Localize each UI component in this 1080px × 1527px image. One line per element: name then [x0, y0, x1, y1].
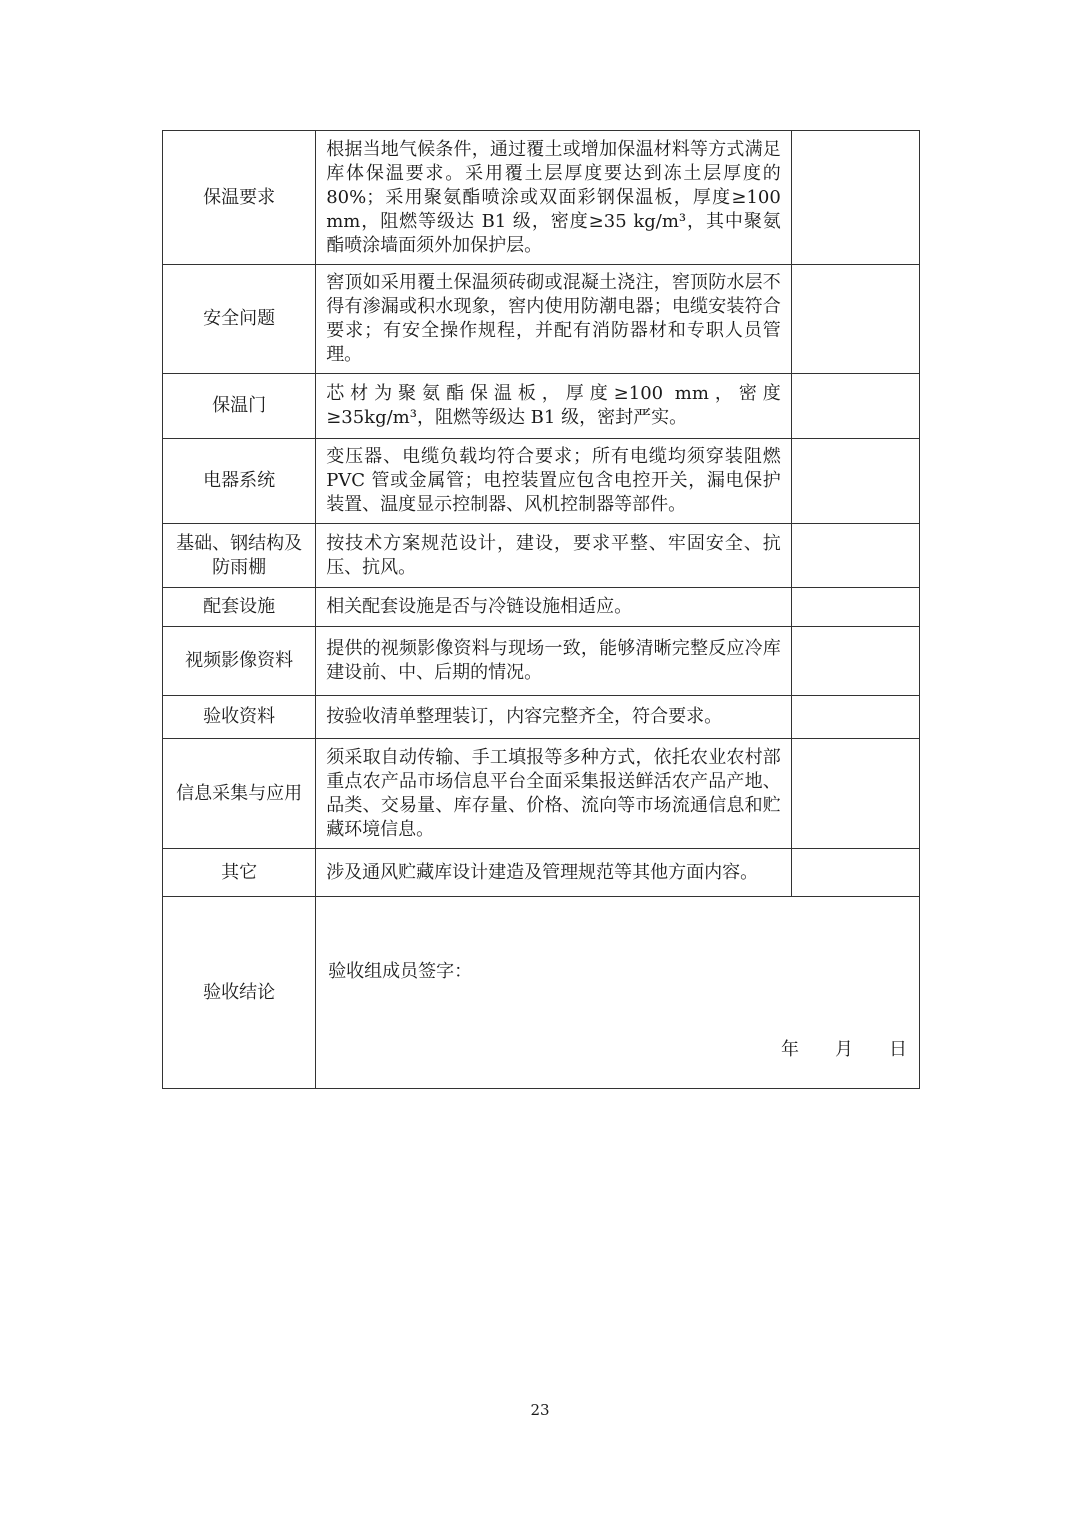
table-row	[163, 849, 920, 897]
row-label: 保温要求	[163, 131, 316, 265]
conclusion-row	[163, 897, 920, 1089]
table-row	[163, 739, 920, 849]
row-label: 电器系统	[163, 439, 316, 524]
row-content: 涉及通风贮藏库设计建造及管理规范等其他方面内容。	[316, 849, 792, 897]
page-number: 23	[530, 1401, 550, 1419]
row-blank-cell	[791, 696, 919, 739]
row-content: 窖顶如采用覆土保温须砖砌或混凝土浇注，窖顶防水层不得有渗漏或积水现象，窖内使用防潮电器；电缆安装符合要求；有安全操作规程，并配有消防器材和专职人员管理。	[316, 265, 792, 374]
table-row	[163, 439, 920, 524]
row-content: 按技术方案规范设计，建设，要求平整、牢固安全、抗压、抗风。	[316, 524, 792, 588]
table-row	[163, 627, 920, 696]
conclusion-cell	[316, 897, 920, 1089]
row-label: 保温门	[163, 374, 316, 439]
row-content: 根据当地气候条件，通过覆土或增加保温材料等方式满足库体保温要求。采用覆土层厚度要达到冻土层厚度的 80%；采用聚氨酯喷涂或双面彩钢保温板，厚度≥100 mm，阻燃等级达 B1 级，密度≥35 kg/m³，其中聚氨酯喷涂墙面须外加保护层。	[316, 131, 792, 265]
row-blank-cell	[791, 524, 919, 588]
row-label: 信息采集与应用	[163, 739, 316, 849]
row-content: 变压器、电缆负载均符合要求；所有电缆均须穿装阻燃 PVC 管或金属管；电控装置应包含电控开关，漏电保护装置、温度显示控制器、风机控制器等部件。	[316, 439, 792, 524]
row-label: 配套设施	[163, 588, 316, 627]
table-row	[163, 265, 920, 374]
table-row	[163, 131, 920, 265]
row-label: 基础、钢结构及防雨棚	[163, 524, 316, 588]
signature-date	[781, 1038, 907, 1062]
date-month: 月	[835, 1038, 853, 1060]
row-blank-cell	[791, 374, 919, 439]
table-row	[163, 374, 920, 439]
row-content: 提供的视频影像资料与现场一致，能够清晰完整反应冷库建设前、中、后期的情况。	[316, 627, 792, 696]
row-content: 按验收清单整理装订，内容完整齐全，符合要求。	[316, 696, 792, 739]
row-blank-cell	[791, 439, 919, 524]
row-blank-cell	[791, 588, 919, 627]
row-label: 安全问题	[163, 265, 316, 374]
row-blank-cell	[791, 265, 919, 374]
row-blank-cell	[791, 131, 919, 265]
row-content: 芯材为聚氨酯保温板，厚度≥100 mm，密度≥35kg/m³，阻燃等级达 B1 级，密封严实。	[316, 374, 792, 439]
table-row	[163, 588, 920, 627]
row-label: 视频影像资料	[163, 627, 316, 696]
row-content: 相关配套设施是否与冷链设施相适应。	[316, 588, 792, 627]
signature-label: 验收组成员签字：	[328, 960, 473, 982]
row-blank-cell	[791, 849, 919, 897]
table-row	[163, 696, 920, 739]
row-blank-cell	[791, 739, 919, 849]
conclusion-label: 验收结论	[163, 897, 316, 1089]
acceptance-table	[162, 130, 920, 1089]
row-content: 须采取自动传输、手工填报等多种方式，依托农业农村部重点农产品市场信息平台全面采集报送鲜活农产品产地、品类、交易量、库存量、价格、流向等市场流通信息和贮藏环境信息。	[316, 739, 792, 849]
date-day: 日	[889, 1038, 907, 1060]
row-blank-cell	[791, 627, 919, 696]
row-label: 验收资料	[163, 696, 316, 739]
signature-area	[316, 898, 919, 1088]
table-row	[163, 524, 920, 588]
row-label: 其它	[163, 849, 316, 897]
date-year: 年	[781, 1038, 799, 1060]
